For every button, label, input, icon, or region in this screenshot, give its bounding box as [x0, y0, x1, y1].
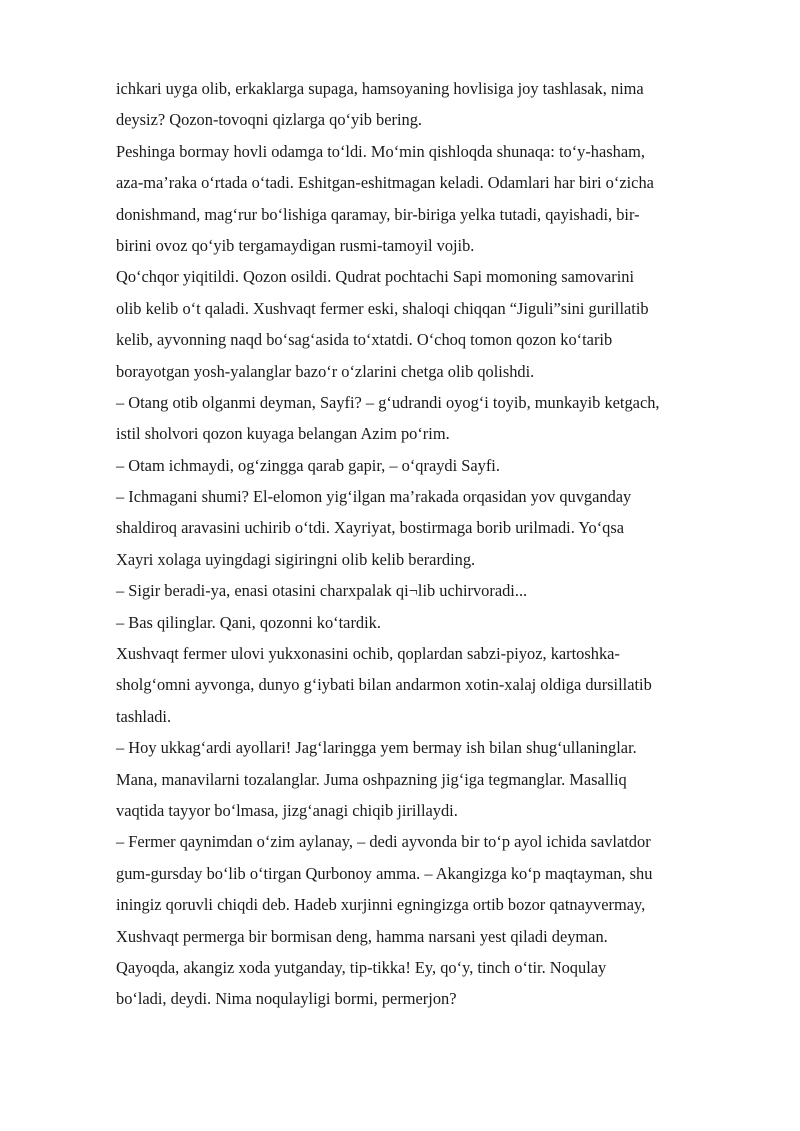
text-line: – Otam ichmaydi, og‘zingga qarab gapir, – o‘qraydi Sayfi. [116, 455, 500, 475]
text-line: aza-ma’raka o‘rtada o‘tadi. Eshitgan-eshitmagan keladi. Odamlari har biri o‘zicha [116, 173, 654, 193]
text-line: Mana, manavilarni tozalanglar. Juma oshpazning jig‘iga tegmanglar. Masalliq [116, 769, 627, 789]
text-line: – Otang otib olganmi deyman, Sayfi? – g‘udrandi oyog‘i toyib, munkayib ketgach, [116, 392, 660, 412]
text-line: iningiz qoruvli chiqdi deb. Hadeb xurjinni egningizga ortib bozor qatnayvermay, [116, 895, 646, 915]
text-line: tashladi. [116, 706, 172, 726]
text-line: Peshinga bormay hovli odamga to‘ldi. Mo‘min qishloqda shunaqa: to‘y-hasham, [116, 141, 645, 161]
text-line: shaldiroq aravasini uchirib o‘tdi. Xayriyat, bostirmaga borib urilmadi. Yo‘qsa [116, 518, 625, 538]
text-line: Xayri xolaga uyingdagi sigiringni olib kelib berarding. [116, 549, 476, 569]
text-line: olib kelib o‘t qaladi. Xushvaqt fermer eski, shaloqi chiqqan “Jiguli”sini gurillatib [116, 298, 649, 318]
text-line: bo‘ladi, deydi. Nima noqulayligi bormi, permerjon? [116, 989, 457, 1009]
text-line: Qo‘chqor yiqitildi. Qozon osildi. Qudrat pochtachi Sapi momoning samovarini [116, 267, 635, 287]
text-line: borayotgan yosh-yalanglar bazo‘r o‘zlarini chetga olib qolishdi. [116, 361, 535, 381]
text-line: – Sigir beradi-ya, enasi otasini charxpalak qi¬lib uchirvoradi... [116, 581, 528, 601]
text-line: ichkari uyga olib, erkaklarga supaga, hamsoyaning hovlisiga joy tashlasak, nima [116, 79, 644, 98]
text-line: kelib, ayvonning naqd bo‘sag‘asida to‘xtatdi. O‘choq tomon qozon ko‘tarib [116, 330, 613, 350]
text-line: – Hoy ukkag‘ardi ayollari! Jag‘laringga yem bermay ish bilan shug‘ullaninglar. [116, 738, 637, 758]
text-line: – Ichmagani shumi? El-elomon yig‘ilgan ma’rakada orqasidan yov quvganday [116, 487, 632, 507]
text-line: vaqtida tayyor bo‘lmasa, jizg‘anagi chiqib jirillaydi. [116, 800, 458, 820]
text-line: birini ovoz qo‘yib tergamaydigan rusmi-tamoyil vojib. [116, 235, 475, 255]
text-line: gum-gursday bo‘lib o‘tirgan Qurbonoy amma. – Akangizga ko‘p maqtayman, shu [116, 863, 653, 883]
text-line: Xushvaqt fermer ulovi yukxonasini ochib, qoplardan sabzi-piyoz, kartoshka- [116, 644, 620, 664]
text-line: sholg‘omni ayvonga, dunyo g‘iybati bilan andarmon xotin-xalaj oldiga dursillatib [116, 675, 652, 695]
text-line: Qayoqda, akangiz xoda yutganday, tip-tikka! Ey, qo‘y, tinch o‘tir. Noqulay [116, 957, 607, 977]
text-line: donishmand, mag‘rur bo‘lishiga qaramay, bir-biriga yelka tutadi, qayishadi, bir- [116, 204, 640, 224]
text-line: – Fermer qaynimdan o‘zim aylanay, – dedi ayvonda bir to‘p ayol ichida savlatdor [116, 832, 651, 852]
document-page [116, 73, 741, 1015]
text-line: – Bas qilinglar. Qani, qozonni ko‘tardik. [116, 612, 381, 632]
text-line: istil sholvori qozon kuyaga belangan Azim po‘rim. [116, 424, 450, 444]
text-line: Xushvaqt permerga bir bormisan deng, hamma narsani yest qiladi deyman. [116, 926, 608, 946]
text-line: deysiz? Qozon-tovoqni qizlarga qo‘yib bering. [116, 110, 423, 130]
